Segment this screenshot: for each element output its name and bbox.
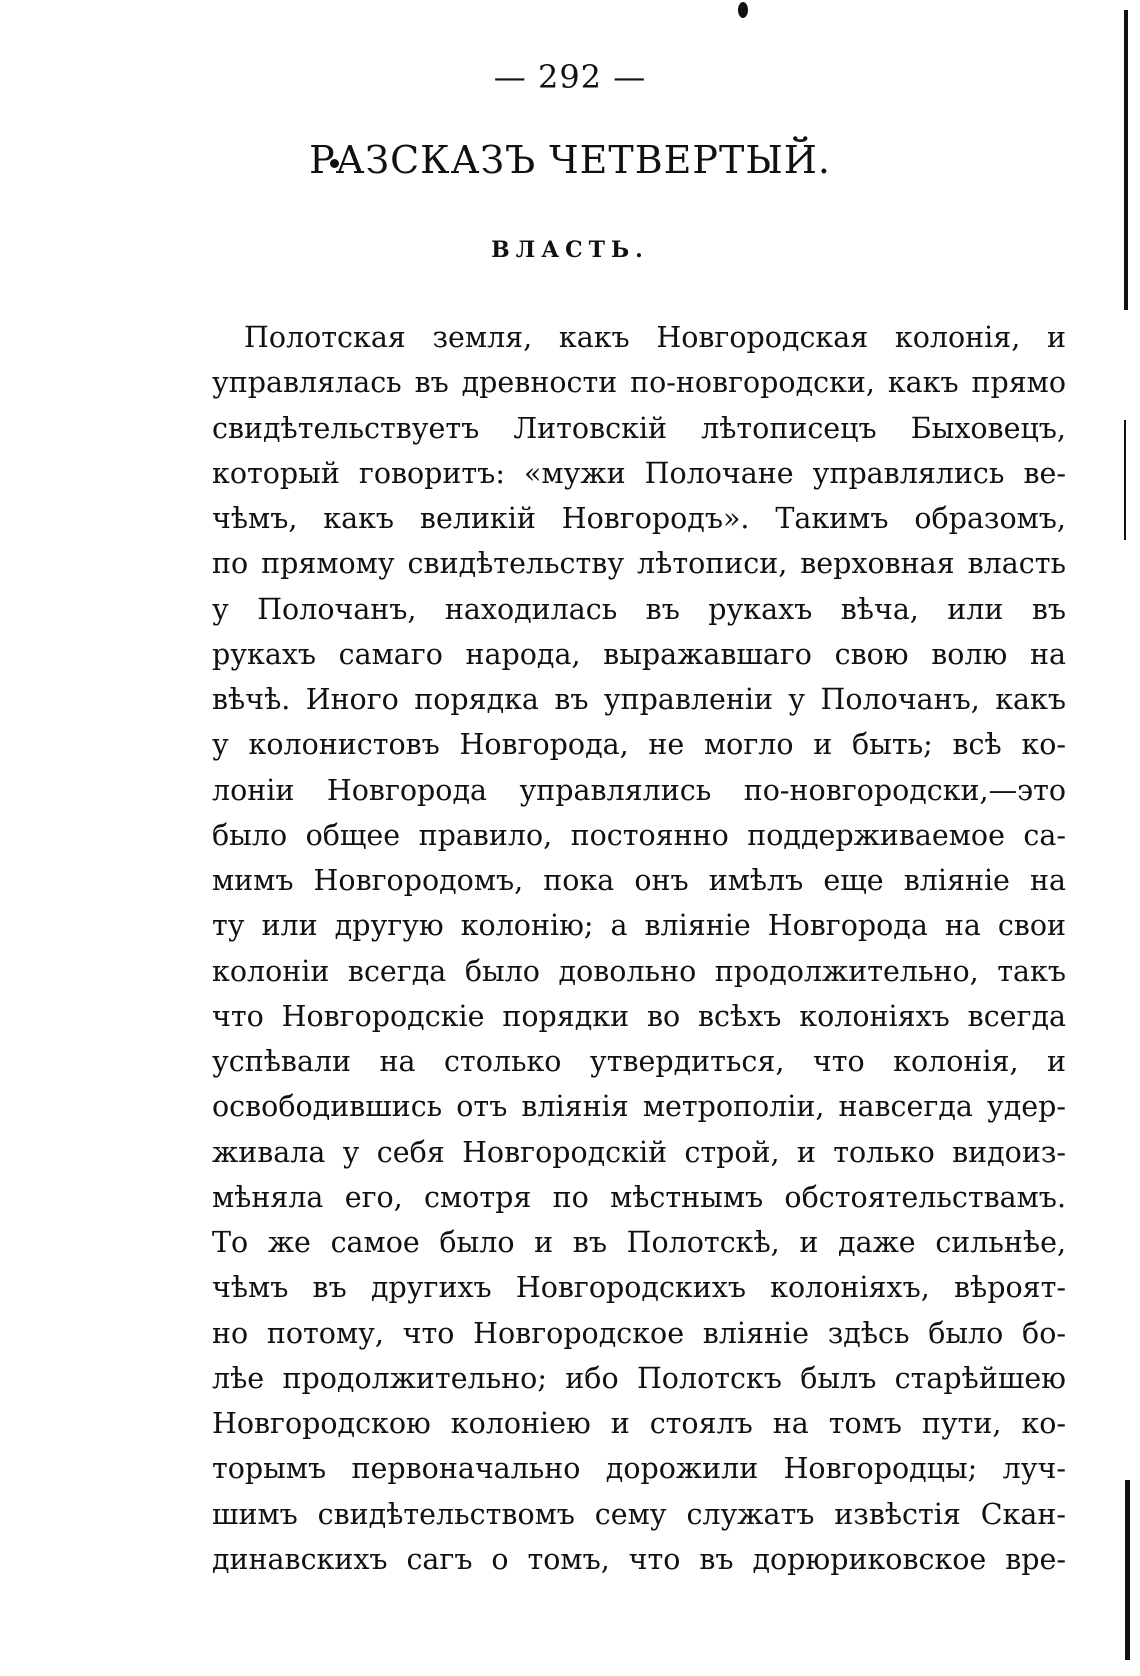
story-title: РАЗСКАЗЪ ЧЕТВЕРТЫЙ. — [309, 138, 831, 182]
text-line: Новгородскою колоніею и стоялъ на томъ пути, ко- — [212, 1407, 1066, 1440]
chapter-title: ВЛАСТЬ. — [491, 237, 649, 263]
page-edge-line — [1125, 1480, 1130, 1660]
text-line: который говоритъ: «мужи Полочане управлялись ве- — [212, 456, 1066, 490]
text-line: мѣняла его, смотря по мѣстнымъ обстоятельствамъ. — [212, 1180, 1066, 1214]
text-line: было общее правило, постоянно поддерживаемое са- — [212, 818, 1066, 852]
text-line: у колонистовъ Новгорода, не могло и быть; всѣ ко- — [212, 728, 1066, 762]
text-line: чѣмъ, какъ великій Новгородъ». Такимъ образомъ, — [212, 502, 1066, 535]
text-line: мимъ Новгородомъ, пока онъ имѣлъ еще вліяніе на — [212, 864, 1066, 897]
text-line: живала у себя Новгородскій строй, и только видоиз- — [212, 1135, 1066, 1169]
text-line: освободившись отъ вліянія метрополіи, навсегда удер- — [212, 1090, 1066, 1124]
text-line: Полотская земля, какъ Новгородская колонія, и — [244, 321, 1066, 354]
page-edge-line — [1124, 420, 1126, 540]
text-line: чѣмъ въ другихъ Новгородскихъ колоніяхъ, вѣроят- — [212, 1271, 1066, 1305]
text-line: по прямому свидѣтельству лѣтописи, верховная власть — [212, 547, 1066, 581]
text-line: успѣвали на столько утвердиться, что колонія, и — [212, 1045, 1066, 1078]
text-line: что Новгородскіе порядки во всѣхъ колоніяхъ всегда — [212, 999, 1066, 1033]
text-line: лѣе продолжительно; ибо Полотскъ былъ старѣйшею — [212, 1361, 1066, 1395]
text-line: То же самое было и въ Полотскѣ, и даже сильнѣе, — [212, 1226, 1066, 1259]
text-line: вѣчѣ. Иного порядка въ управленіи у Полочанъ, какъ — [212, 683, 1066, 716]
page-number: — 292 — — [493, 58, 647, 96]
text-line: торымъ первоначально дорожили Новгородцы; луч- — [212, 1452, 1066, 1486]
text-line: свидѣтельствуетъ Литовскій лѣтописецъ Быховецъ, — [212, 411, 1066, 445]
text-line: ту или другую колонію; а вліяніе Новгорода на свои — [212, 909, 1066, 943]
text-line: управлялась въ древности по-новгородски, какъ прямо — [212, 366, 1066, 400]
text-line: у Полочанъ, находилась въ рукахъ вѣча, или въ — [212, 592, 1066, 626]
text-line: колоніи всегда было довольно продолжительно, такъ — [212, 954, 1066, 988]
text-line: но потому, что Новгородское вліяніе здѣсь было бо- — [212, 1316, 1066, 1350]
text-line: лоніи Новгорода управлялись по-новгородски,—это — [212, 773, 1066, 807]
text-line: шимъ свидѣтельствомъ сему служатъ извѣстія Скан- — [212, 1497, 1066, 1531]
ink-speck — [738, 2, 748, 18]
text-line: рукахъ самаго народа, выражавшаго свою волю на — [212, 637, 1066, 671]
body-paragraph — [212, 315, 1066, 1582]
text-line: динавскихъ сагъ о томъ, что въ дорюриковское вре- — [212, 1542, 1066, 1576]
